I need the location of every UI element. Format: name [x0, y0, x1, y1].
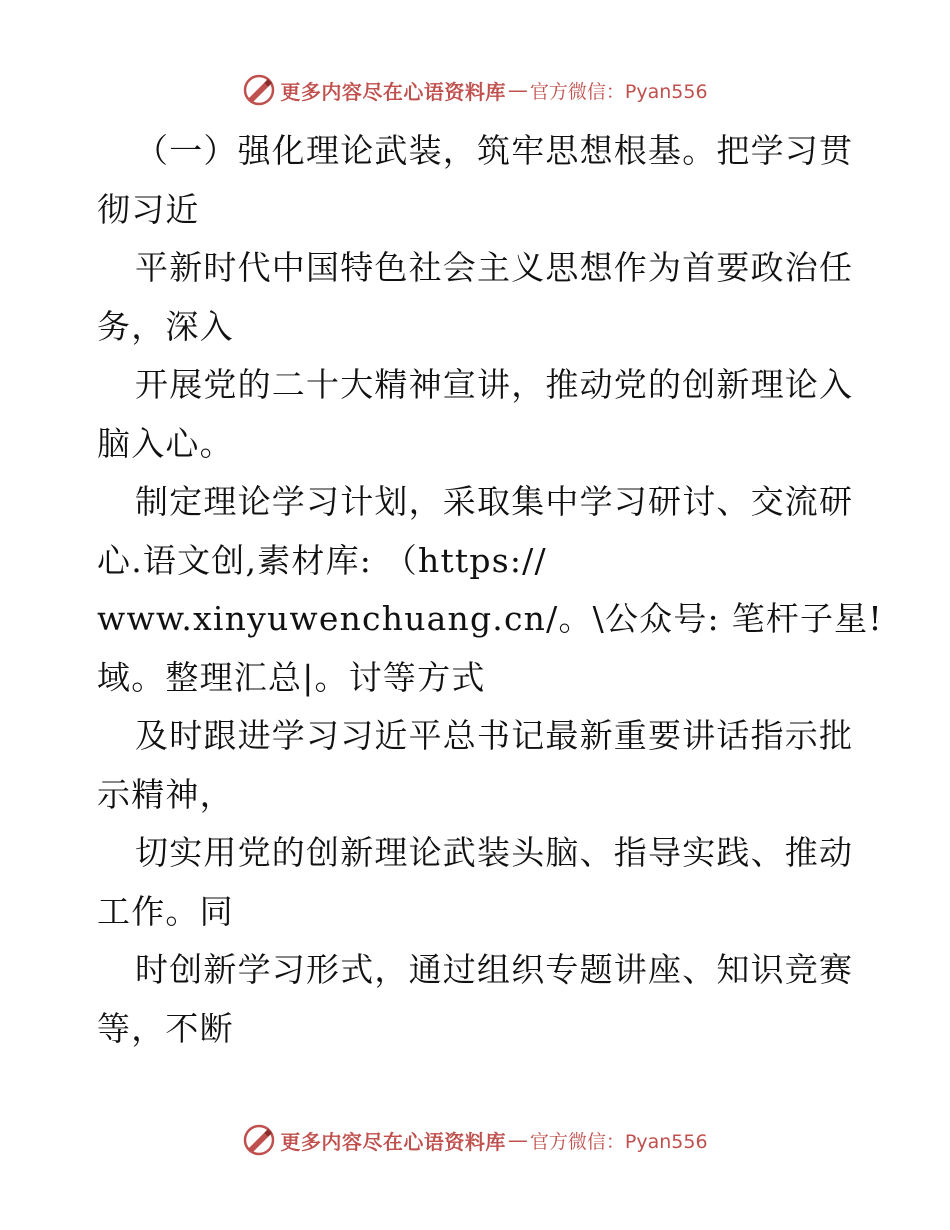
paragraph-line: （一）强化理论武装，筑牢思想根基。把学习贯: [135, 131, 854, 170]
pen-logo-icon: [242, 73, 276, 107]
footer-banner-title: 更多内容尽在心语资料库: [280, 1129, 506, 1154]
header-banner-dash: —: [507, 78, 528, 102]
paragraph-line: 心.语文创,素材库: （https://: [97, 540, 547, 580]
paragraph-line: 制定理论学习计划，采取集中学习研讨、交流研: [135, 482, 854, 521]
header-banner-title: 更多内容尽在心语资料库: [280, 79, 506, 104]
paragraph-line: 彻习近: [97, 189, 200, 229]
footer-banner-dash: —: [507, 1128, 528, 1152]
paragraph-line: 示精神，: [97, 774, 234, 814]
paragraph-line: 开展党的二十大精神宣讲，推动党的创新理论入: [135, 365, 854, 404]
footer-banner: [0, 1120, 950, 1160]
paragraph-line: 等，不断: [97, 1008, 234, 1048]
paragraph-line: www.xinyuwenchuang.cn/。\公众号: 笔杆子星!: [97, 599, 883, 638]
paragraph-line: 域。整理汇总|。讨等方式: [97, 657, 486, 697]
footer-banner-wechat: 官方微信：Pyan556: [529, 1130, 708, 1153]
paragraph-line: 切实用党的创新理论武装头脑、指导实践、推动: [135, 833, 854, 872]
document-body: [97, 122, 883, 1058]
header-banner-wechat: 官方微信：Pyan556: [529, 80, 708, 103]
paragraph-line: 时创新学习形式，通过组织专题讲座、知识竞赛: [135, 950, 854, 989]
pen-logo-icon: [242, 1123, 276, 1157]
paragraph-line: 务，深入: [97, 306, 234, 346]
paragraph-line: 脑入心。: [97, 423, 234, 463]
paragraph-line: 工作。同: [97, 891, 234, 931]
paragraph-line: 及时跟进学习习近平总书记最新重要讲话指示批: [135, 716, 854, 755]
paragraph-line: 平新时代中国特色社会主义思想作为首要政治任: [135, 248, 854, 287]
header-banner: [0, 70, 950, 110]
